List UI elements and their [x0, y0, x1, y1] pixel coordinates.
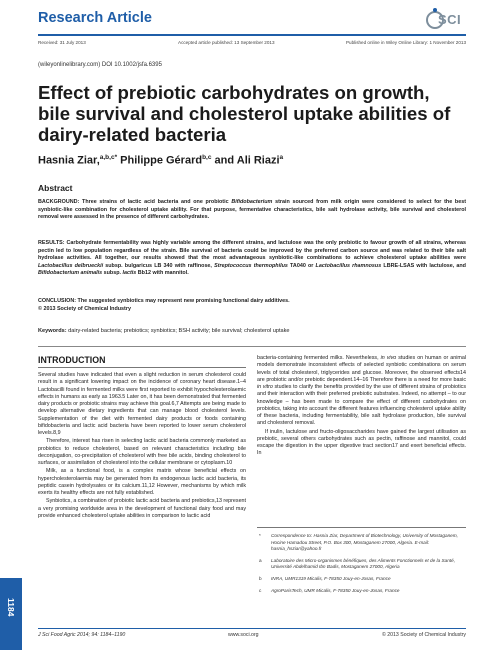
abstract-text-italic: Streptococcus thermophilus: [214, 262, 288, 269]
footnote-mark: c: [259, 587, 262, 593]
conclusion-label: CONCLUSION:: [38, 298, 77, 304]
body-paragraph: Therefore, interest has risen in selecting lactic acid bacteria commonly marketed as probiotics to reduce cholesterol, based on relevant characteristics including bile deconjugation, co-precipitation of cholesterol with free bile acids, binding cholesterol to surfaces, or assimilation of cholesterol into the cellular membrane or cytoplasm.10: [38, 438, 246, 466]
abstract-background: [38, 199, 466, 222]
footnote-correspondence: [257, 533, 466, 553]
body-paragraph: [257, 355, 466, 428]
received-date: Received: 31 July 2013: [38, 40, 86, 45]
footnote-text: Correspondence to: Hasnia Ziar, Department of Biotechnology, University of Mostaganem, Hocine Hamadou Street, P.O. Box 300, Mostaganem 27000, Algeria. E-mail: hasnia_hsziar@yahoo.fr: [271, 533, 458, 552]
footnote-mark: *: [259, 533, 261, 538]
keywords-label: Keywords:: [38, 328, 67, 334]
author-name: Philippe Gérard: [117, 154, 203, 167]
abstract-text: LBRE-LSAS with lactulose, and: [381, 262, 466, 269]
header-rule: [38, 34, 466, 36]
abstract-copyright: © 2013 Society of Chemical Industry: [38, 305, 131, 312]
footnote-text: INRA, UMR1319 Micalis, F-78350 Jouy-en-Josas, France: [271, 575, 391, 581]
footnote-mark: a: [259, 557, 262, 563]
abstract-text: TA040 or: [287, 262, 316, 269]
body-text-italic: in vivo: [380, 355, 397, 361]
journal-citation: J Sci Food Agric 2014; 94: 1184–1190: [38, 632, 126, 638]
body-text: bacteria-containing fermented milks. Nevertheless,: [257, 355, 381, 361]
footer-rule: [38, 628, 466, 629]
author-list: [38, 154, 283, 167]
keywords-text: dairy-related bacteria; prebiotics; synbiotics; BSH activity; bile survival; cholesterol uptake: [66, 328, 290, 334]
footer-copyright: © 2013 Society of Chemical Industry: [382, 632, 466, 638]
results-label: RESULTS:: [38, 240, 65, 246]
page-number: 1184: [6, 598, 16, 617]
body-paragraph: Milk, as a functional food, is a complex matrix whose beneficial effects on hypercholesterolaemia may be generated from its endogenous lactic acid bacteria, its peptidic casein hydrolysates or its calcium.11,12 However, mechanisms by which milk exerts its healthy effects are not fully established.: [38, 468, 246, 496]
body-paragraph: Several studies have indicated that even a slight reduction in serum cholesterol could result in a significant lowering impact on the incidence of coronary heart disease.1–4 Lactobacilli found in fermented milks were first reported to exhibit hypocholesterolaemic effects in humans as early as 1963.5 Later on, it has been demonstrated that fermented dairy products or probiotic strains may achieve this goal.6,7 Attempts are being made to develop alternative dietary ingredients that can manage blood cholesterol levels. Supplementation of the diet with fermented dairy products or foods containing bifidobacteria and lactic acid bacteria have been reported to lower serum cholesterol levels.8,9: [38, 372, 246, 436]
abstract-text: subsp.: [102, 270, 123, 277]
footnote-text: Laboratoire des Micro-organismes bénéfiques, des Aliments Fonctionnels et de la Santé, Université Abdelhamid Ibn Badis, Mostaganem 27000, Algeria: [271, 557, 456, 570]
abstract-text: strain sourced from milk origin were considered to select for the best synbiotic-like combination for cholesterol uptake ability. For that purpose, fermentative characteristics, bile salt hydrolase activity, bile survival and cholesterol removal were assessed in the presence of different carbohydrates.: [38, 199, 466, 221]
abstract-text: Carbohydrate fermentability was highly variable among the different strains, and lactulose was the only prebiotic to favour growth of all strains, whereas pectin led to low population regardless of the strain. Bile survival of bacteria could be improved by the preferred carbon source and was related to their bile salt hydrolase activities. All together, our results showed that the most advantageous synbiotic-like combinations to achieve cholesterol uptake abilities were: [38, 240, 466, 262]
author-affiliation-mark: a,b,c*: [99, 154, 118, 161]
section-label: Research Article: [38, 10, 152, 26]
abstract-text: Bb12 with mannitol.: [136, 270, 189, 277]
abstract-text-italic: Lactobacillus delbrueckii: [38, 262, 104, 269]
abstract-results: [38, 240, 466, 278]
footnote-affiliation: [257, 576, 466, 583]
page-header: [38, 6, 466, 32]
abstract-text-italic: Lactobacillus rhamnosus: [315, 262, 382, 269]
keywords: [38, 328, 466, 334]
abstract-text: The suggested synbiotics may represent new promising functional dairy additives.: [76, 298, 290, 304]
author-name: Hasnia Ziar,: [38, 154, 100, 167]
author-affiliation-mark: b,c: [202, 154, 212, 161]
abstract-text-italic: Bifidobacterium animalis: [38, 270, 103, 277]
body-column-left: [38, 355, 246, 521]
keywords-rule: [38, 346, 466, 347]
body-column-right: [257, 355, 466, 459]
footnote-affiliation: [257, 588, 466, 595]
background-label: BACKGROUND:: [38, 199, 80, 205]
abstract-conclusion: [38, 298, 466, 313]
author-affiliation-mark: a: [279, 154, 284, 161]
introduction-heading: INTRODUCTION: [38, 355, 246, 368]
footnote-text: AgroParisTech, UMR Micalis, F-78350 Jouy-en-Josas, France: [271, 587, 400, 593]
abstract-text: Three strains of lactic acid bacteria and one probiotic: [79, 199, 232, 205]
page-number-tab: [0, 578, 22, 650]
article-title: Effect of prebiotic carbohydrates on growth, bile survival and cholesterol uptake abilities of dairy-related bacteria: [38, 82, 451, 145]
sci-logo-text: SCI: [438, 12, 462, 27]
author-name: and Ali Riazi: [211, 154, 280, 167]
footnotes-rule: [257, 527, 466, 528]
footnotes: [257, 533, 466, 599]
footnote-mark: b: [259, 575, 262, 581]
body-text: studies to clarify the benefits provided by the use of different strains of probiotics and their interaction with their preferred prebiotic substrates. Indeed, no attempt – to our knowledge – has been made to compare the effect of different carbohydrates on probiotics, taking into account the different features influencing cholesterol uptake ability of these bacteria, including fermentability, bile salt hydrolase production, bile survival and cholesterol removal.: [257, 384, 466, 427]
abstract-heading: Abstract: [38, 183, 73, 193]
body-paragraph: If inulin, lactulose and fructo-oligosaccharides have gained the largest utilisation as prebiotic, several others carbohydrates such as pectin, raffinose and mannitol, could escape the digestion in the upper digestive tract section17 and exert beneficial effects. In: [257, 428, 466, 457]
publisher-site: www.soci.org: [228, 632, 259, 638]
footnote-affiliation: [257, 558, 466, 571]
abstract-text-italic: lactis: [122, 270, 137, 277]
body-text-italic: in vitro: [257, 384, 273, 390]
abstract-text: subsp. bulgaricus LB 340 with raffinose,: [103, 262, 215, 269]
sci-logo: [426, 6, 466, 32]
published-date: Published online in Wiley Online Library: 1 November 2013: [345, 40, 466, 45]
body-paragraph: Synbiotics, a combination of probiotic lactic acid bacteria and prebiotics,13 represent a very promising worldwide area in the development of functional dairy food and may provide enhanced cholesterol uptake abilities in comparison to lactic acid: [38, 498, 246, 519]
body-text: studies on human or animal models demonstrate inconsistent effects of selected synbiotic combinations on serum levels of total cholesterol, triglycerides and glucose. Moreover, the observed effects14 are probiotic and/or prebiotic dependent.14–16 Therefore there is a need for more basic: [257, 355, 466, 383]
doi-line: (wileyonlinelibrary.com) DOI 10.1002/jsfa.6395: [38, 62, 162, 68]
abstract-text-italic: Bifidobacterium: [231, 199, 273, 205]
accepted-date: Accepted article published: 13 September 2013: [178, 40, 275, 45]
